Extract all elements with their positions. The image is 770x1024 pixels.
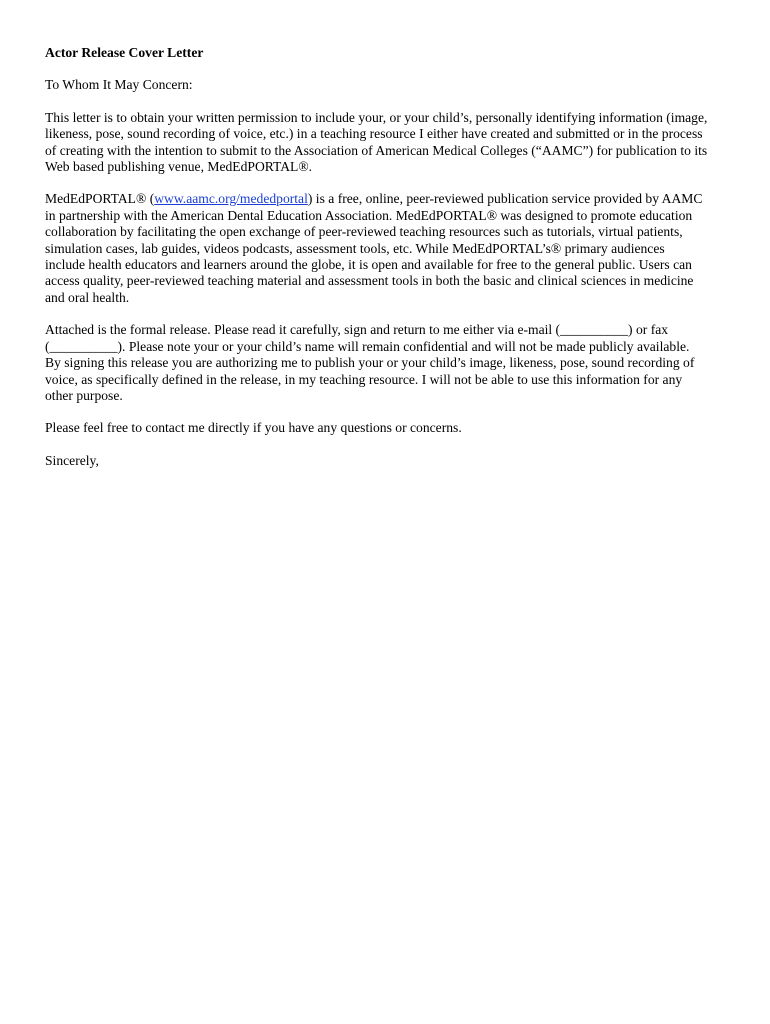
mededportal-link[interactable]: www.aamc.org/mededportal xyxy=(154,191,308,207)
paragraph-release xyxy=(45,322,735,404)
text-line: (__________). Please note your or your child’s name will remain confidential and will not be made publicly available. xyxy=(45,338,690,354)
text-line: simulation cases, lab guides, videos podcasts, assessment tools, etc. While MedEdPORTAL’s® primary audiences xyxy=(45,240,665,256)
text-line: likeness, pose, sound recording of voice, etc.) in a teaching resource I either have created and submitted or in the process xyxy=(45,126,703,142)
closing: Sincerely, xyxy=(45,452,99,468)
cover-letter xyxy=(45,45,735,485)
text-line: collaboration by facilitating the open exchange of peer-reviewed teaching resources such as tutorials, virtual patients, xyxy=(45,224,683,240)
text-line: include health educators and learners around the globe, it is open and available for free to the general public. Users can xyxy=(45,257,692,273)
letter-title: Actor Release Cover Letter xyxy=(45,45,204,60)
text-line: voice, as specifically defined in the release, in my teaching resource. I will not be able to use this information for any xyxy=(45,371,683,387)
paragraph-contact: Please feel free to contact me directly if you have any questions or concerns. xyxy=(45,420,462,436)
text-line: access quality, peer-reviewed teaching material and assessment tools in both the basic and clinical sciences in medicine xyxy=(45,273,694,289)
text-segment: ) is a free, online, peer-reviewed publication service provided by AAMC xyxy=(307,191,703,207)
salutation: To Whom It May Concern: xyxy=(45,77,193,93)
text-line: Attached is the formal release. Please read it carefully, sign and return to me either via e-mail (__________) or fax xyxy=(45,322,669,338)
text-line: and oral health. xyxy=(45,289,130,305)
text-line: This letter is to obtain your written permission to include your, or your child’s, personally identifying information (image, xyxy=(45,109,708,125)
paragraph-permission xyxy=(45,110,735,176)
text-line xyxy=(45,191,735,207)
text-line: in partnership with the American Dental Education Association. MedEdPORTAL® was designed to promote education xyxy=(45,207,693,223)
text-line: other purpose. xyxy=(45,387,123,403)
text-segment: MedEdPORTAL® ( xyxy=(45,191,155,207)
text-line: of creating with the intention to submit to the Association of American Medical Colleges (“AAMC”) for publication to its xyxy=(45,142,708,158)
paragraph-mededportal xyxy=(45,191,735,306)
text-line: By signing this release you are authorizing me to publish your or your child’s image, likeness, pose, sound recording of xyxy=(45,355,695,371)
text-line: Web based publishing venue, MedEdPORTAL®. xyxy=(45,159,313,175)
